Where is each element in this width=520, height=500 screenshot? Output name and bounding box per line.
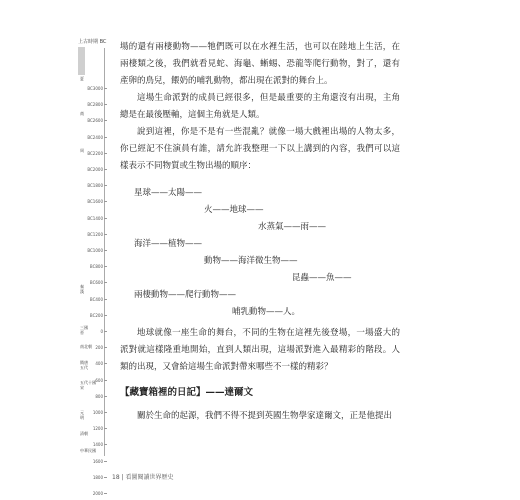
paragraph-1: 場的還有兩棲動物——牠們既可以在水裡生活，也可以在陸地上生活，在兩棲類之後，我們就看見蛇、海龜、蜥蜴、恐龍等爬行動物，對了，還有產卵的鳥兒，餵奶的哺乳動物，都出現在派對的舞台上。 (120, 42, 400, 86)
timeline-tick: 1000 (78, 410, 103, 415)
timeline-tick: BC400 (78, 297, 103, 302)
timeline-era: 夏 (80, 76, 84, 81)
timeline-tick: BC1400 (78, 216, 103, 221)
sequence-line: 星球——太陽—— (134, 188, 203, 198)
sequence-line: 哺乳動物——人。 (232, 307, 301, 317)
timeline-tick: 2000 (78, 491, 103, 496)
timeline-era: 南北朝 (80, 344, 92, 349)
sequence-line: 動物——海洋微生物—— (204, 256, 298, 266)
paragraph-3: 說到這裡，你是不是有一些混亂？就像一場大戲裡出場的人物太多，你已經記不住演員有誰，請允許我整理一下以上講到的內容，我們可以這樣表示不同物質或生物出場的順序： (120, 127, 400, 171)
timeline-tick: BC600 (78, 280, 103, 285)
timeline-tick: 1600 (78, 459, 103, 464)
sequence-line: 海洋——植物—— (134, 239, 203, 249)
timeline-era: 中華民國 (80, 448, 96, 453)
sequence-line: 兩棲動物——爬行動物—— (134, 290, 237, 300)
timeline-era: 清朝 (80, 431, 88, 436)
sequence-line: 火——地球—— (204, 205, 264, 215)
timeline-tick: BC2800 (78, 102, 103, 107)
section-heading: 【藏寶箱裡的日記】——達爾文 (120, 387, 254, 398)
timeline-tick: 200 (78, 345, 103, 350)
timeline-tick: 1800 (78, 475, 103, 480)
page-footer (112, 472, 174, 481)
paragraph-4: 地球就像一座生命的舞台，不同的生物在這裡先後登場，一場盛大的派對就這樣隆重地開始，直到人類出現，這場派對進入最精彩的階段。人類的出現，又會給這場生命派對帶來哪些不一樣的精彩？ (120, 328, 400, 372)
timeline-era: 五代十國 宋 (80, 380, 96, 390)
sequence-line: 昆蟲——魚—— (292, 273, 352, 283)
timeline-tick: BC3000 (78, 86, 103, 91)
timeline-sidebar (78, 38, 112, 496)
paragraph-2: 這場生命派對的成員已經很多，但是最重要的主角還沒有出現，主角總是在最後壓軸，這個主角就是人類。 (120, 93, 400, 120)
timeline-era: 周 (80, 148, 84, 153)
timeline-tick: BC1000 (78, 248, 103, 253)
sequence-line: 水蒸氣——雨—— (258, 222, 327, 232)
timeline-tick: BC2200 (78, 151, 103, 156)
page-number: 18 (112, 474, 120, 481)
page-content (120, 39, 400, 425)
timeline-tick: BC1600 (78, 199, 103, 204)
footer-separator: | (121, 474, 126, 481)
timeline-tick: 400 (78, 361, 103, 366)
timeline-tick: BC1200 (78, 232, 103, 237)
book-title: 看圖閱讀世界歷史 (125, 474, 174, 481)
timeline-tick: BC800 (78, 264, 103, 269)
timeline-era: 秦 漢 (80, 284, 84, 294)
timeline-label (78, 38, 112, 45)
sequence-diagram (120, 185, 400, 325)
timeline-tick: 0 (78, 329, 103, 334)
paragraph-5: 關於生命的起源，我們不得不提到英國生物學家達爾文，正是他提出 (137, 411, 393, 421)
timeline-highlight (78, 47, 85, 75)
timeline-era: 三國 晉 (80, 325, 88, 335)
timeline-tick: BC2000 (78, 167, 103, 172)
timeline-era: 商 (80, 111, 84, 116)
timeline-tick: 800 (78, 394, 103, 399)
timeline-tick: BC2400 (78, 135, 103, 140)
timeline-tick: BC1800 (78, 183, 103, 188)
timeline-tick: 1400 (78, 442, 103, 447)
timeline-era: 元 明 (80, 410, 84, 420)
timeline-tick: 600 (78, 378, 103, 383)
timeline-era: 隋唐 五代 (80, 360, 88, 370)
timeline-tick: 1200 (78, 426, 103, 431)
timeline-tick: BC2600 (78, 118, 103, 123)
timeline-tick: BC200 (78, 313, 103, 318)
timeline-axis (104, 48, 105, 456)
timeline-era-label: 上古時期 BC (78, 39, 107, 45)
